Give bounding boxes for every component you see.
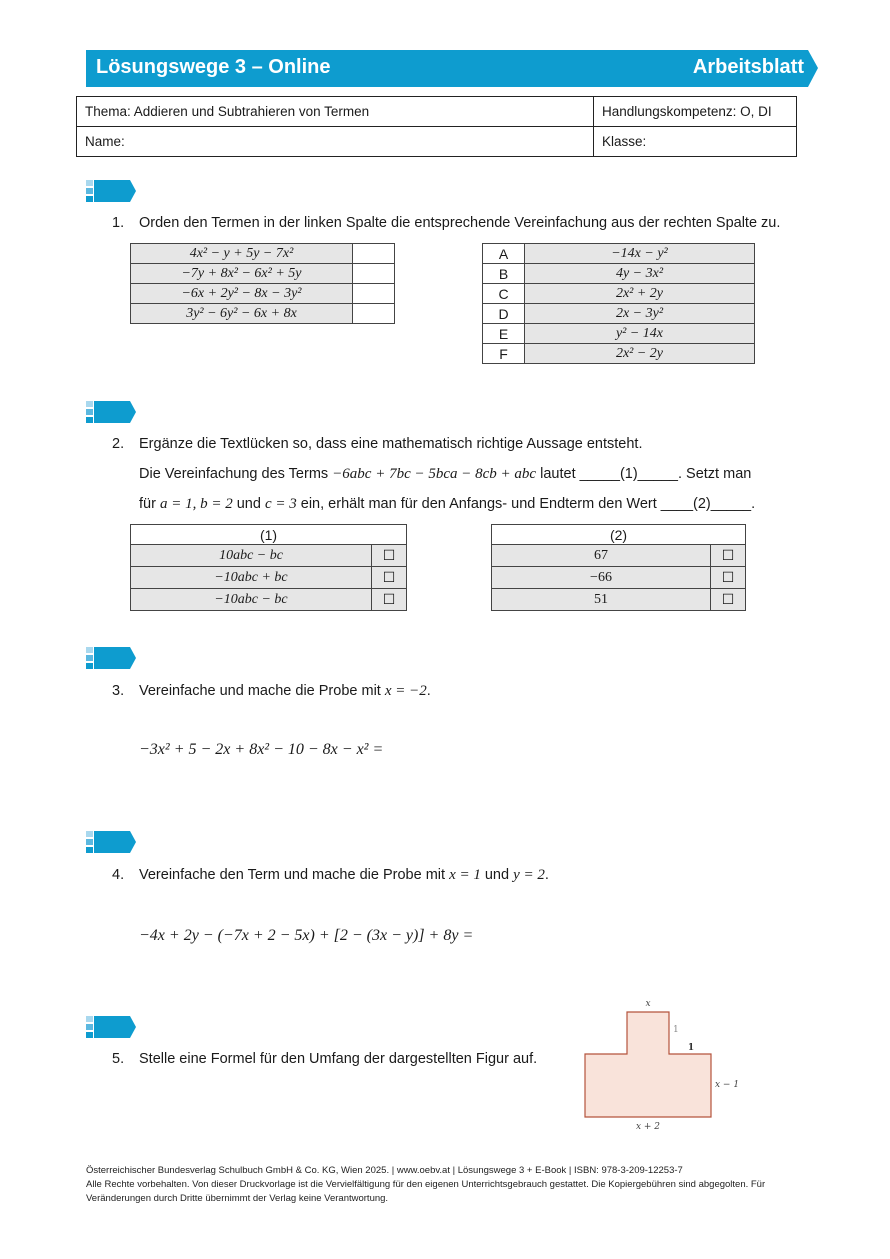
banner-type: Arbeitsblatt bbox=[692, 56, 804, 78]
task1-number: 1. bbox=[112, 215, 125, 231]
task2-und: und bbox=[232, 496, 265, 512]
task3-text: Vereinfache und mache die Probe mit bbox=[139, 683, 385, 699]
section-marker-1 bbox=[86, 180, 136, 202]
task2-term: −6abc + 7bc − 5bca − 8cb + abc bbox=[332, 466, 537, 482]
task2-line1 bbox=[139, 466, 751, 483]
option-term: −14x − y² bbox=[525, 244, 755, 264]
table1-checkbox-3[interactable]: ☐ bbox=[372, 589, 407, 611]
task2-c-value: c = 3 bbox=[264, 496, 297, 512]
task2-number: 2. bbox=[112, 436, 125, 452]
left-term-1: 4x² − y + 5y − 7x² bbox=[131, 244, 353, 264]
table2-option-3: 51 bbox=[492, 589, 711, 611]
task3-line bbox=[139, 683, 431, 700]
option-letter: B bbox=[483, 264, 525, 284]
thema-cell: Thema: Addieren und Subtrahieren von Termen bbox=[77, 97, 594, 127]
task1-left-table bbox=[130, 243, 395, 324]
header-banner bbox=[86, 50, 818, 87]
task2-table1 bbox=[130, 524, 407, 611]
table2-checkbox-3[interactable]: ☐ bbox=[711, 589, 746, 611]
task5-text: Stelle eine Formel für den Umfang der dargestellten Figur auf. bbox=[139, 1051, 538, 1067]
figure-label-top: x bbox=[645, 999, 651, 1009]
task4-dot: . bbox=[544, 867, 549, 883]
left-term-2: −7y + 8x² − 6x² + 5y bbox=[131, 264, 353, 284]
option-letter: F bbox=[483, 344, 525, 364]
left-term-3: −6x + 2y² − 8x − 3y² bbox=[131, 284, 353, 304]
option-letter: D bbox=[483, 304, 525, 324]
task3-expression: −3x² + 5 − 2x + 8x² − 10 − 8x − x² = bbox=[139, 741, 384, 758]
perimeter-figure bbox=[570, 995, 750, 1135]
table1-option-3: −10abc − bc bbox=[131, 589, 372, 611]
section-marker-5 bbox=[86, 1016, 136, 1038]
task4-expression: −4x + 2y − (−7x + 2 − 5x) + [2 − (3x − y)] + 8y = bbox=[139, 927, 474, 944]
figure-label-right: x − 1 bbox=[715, 1080, 740, 1090]
option-letter: A bbox=[483, 244, 525, 264]
task2-text: Ergänze die Textlücken so, dass eine mathematisch richtige Aussage entsteht. bbox=[139, 436, 643, 452]
option-letter: C bbox=[483, 284, 525, 304]
table2-option-2: −66 bbox=[492, 567, 711, 589]
task4-value-y: y = 2 bbox=[513, 867, 545, 883]
section-marker-3 bbox=[86, 647, 136, 669]
task4-line bbox=[139, 867, 549, 884]
figure-label-small: 1 bbox=[687, 1043, 695, 1053]
option-term: 4y − 3x² bbox=[525, 264, 755, 284]
task2-table2 bbox=[491, 524, 746, 611]
task3-value: x = −2 bbox=[384, 683, 427, 699]
task4-number: 4. bbox=[112, 867, 125, 883]
answer-cell-1[interactable] bbox=[353, 244, 395, 264]
task4-und: und bbox=[480, 867, 514, 883]
kompetenz-cell: Handlungskompetenz: O, DI bbox=[594, 97, 797, 127]
option-term: 2x² − 2y bbox=[525, 344, 755, 364]
task1-text: Orden den Termen in der linken Spalte die entsprechende Vereinfachung aus der rechten Spalte zu. bbox=[139, 215, 781, 231]
task4-value-x: x = 1 bbox=[449, 867, 481, 883]
task4-text: Vereinfache den Term und mache die Probe mit bbox=[139, 867, 450, 883]
left-term-4: 3y² − 6y² − 6x + 8x bbox=[131, 304, 353, 324]
task3-dot: . bbox=[426, 683, 431, 699]
info-table bbox=[76, 96, 797, 157]
section-marker-4 bbox=[86, 831, 136, 853]
figure-shape bbox=[585, 1012, 711, 1117]
option-term: y² − 14x bbox=[525, 324, 755, 344]
footer-line-3: Veränderungen durch Dritte übernimmt der Verlag keine Verantwortung. bbox=[86, 1193, 389, 1204]
table1-checkbox-2[interactable]: ☐ bbox=[372, 567, 407, 589]
klasse-field[interactable]: Klasse: bbox=[594, 127, 797, 157]
table1-option-1: 10abc − bc bbox=[131, 545, 372, 567]
task2-line2 bbox=[139, 496, 755, 513]
task2-line1-b: lautet _____(1)_____. Setzt man bbox=[536, 466, 752, 482]
task5-number: 5. bbox=[112, 1051, 125, 1067]
table2-option-1: 67 bbox=[492, 545, 711, 567]
table2-checkbox-1[interactable]: ☐ bbox=[711, 545, 746, 567]
task2-line2-a: für bbox=[139, 496, 160, 512]
task2-values: a = 1, b = 2 bbox=[159, 496, 233, 512]
task1-right-table bbox=[482, 243, 755, 364]
footer bbox=[86, 1164, 806, 1206]
table1-header: (1) bbox=[131, 525, 407, 545]
answer-cell-4[interactable] bbox=[353, 304, 395, 324]
table2-checkbox-2[interactable]: ☐ bbox=[711, 567, 746, 589]
figure-label-bottom: x + 2 bbox=[635, 1122, 661, 1132]
footer-line-2: Alle Rechte vorbehalten. Von dieser Druckvorlage ist die Vervielfältigung für den eigenen Unterrichtsgebrauch gestattet. Die Kopiergebühren sind abgegolten. Für bbox=[86, 1179, 766, 1190]
figure-label-step: 1 bbox=[673, 1025, 679, 1035]
footer-line-1: Österreichischer Bundesverlag Schulbuch GmbH & Co. KG, Wien 2025. | www.oebv.at | Lösungswege 3 + E-Book | ISBN: 978-3-209-12253-7 bbox=[86, 1165, 683, 1176]
option-letter: E bbox=[483, 324, 525, 344]
answer-cell-2[interactable] bbox=[353, 264, 395, 284]
table1-option-2: −10abc + bc bbox=[131, 567, 372, 589]
task2-line2-b: ein, erhält man für den Anfangs- und Endterm den Wert ____(2)_____. bbox=[296, 496, 756, 512]
option-term: 2x − 3y² bbox=[525, 304, 755, 324]
name-field[interactable]: Name: bbox=[77, 127, 594, 157]
table2-header: (2) bbox=[492, 525, 746, 545]
option-term: 2x² + 2y bbox=[525, 284, 755, 304]
section-marker-2 bbox=[86, 401, 136, 423]
task2-line1-a: Die Vereinfachung des Terms bbox=[139, 466, 333, 482]
table1-checkbox-1[interactable]: ☐ bbox=[372, 545, 407, 567]
task3-number: 3. bbox=[112, 683, 125, 699]
answer-cell-3[interactable] bbox=[353, 284, 395, 304]
banner-title: Lösungswege 3 – Online bbox=[96, 56, 331, 78]
